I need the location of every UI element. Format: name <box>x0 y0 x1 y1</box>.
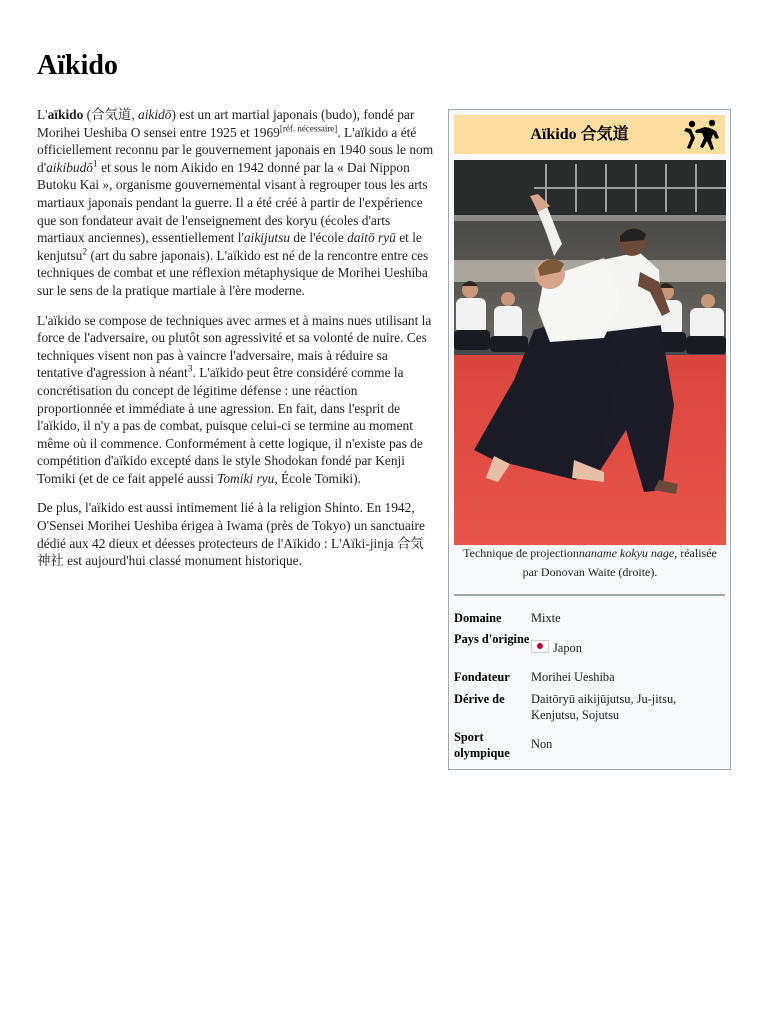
aikido-photo[interactable] <box>454 160 726 545</box>
row-value: Daitōryū aikijūjutsu, Ju-jitsu, Kenjutsu, Sojutsu <box>531 692 677 722</box>
link-kanji[interactable]: 合気道 <box>91 107 132 122</box>
paragraph-intro <box>37 106 434 300</box>
country-link[interactable]: Japon <box>553 641 582 655</box>
text: . L'aïkido peut être considéré comme la concrétisation du concept de légitime défense : une réaction proportionnée et immédiate à une agression. En fait, dans l'esprit de l'aïkido, il n'y a pas de combat, puisque celui-ci se termine au moment même où il commence. Conformément à cette logique, il n'existe pas de compétition d'aïkido excepté dans le style Shodokan fondé par Kenji Tomiki (et de ce fait appelé aussi <box>37 365 423 486</box>
page-title: Aïkido <box>37 50 118 81</box>
text: , <box>131 107 139 122</box>
japan-flag-icon <box>531 640 549 653</box>
footnote-2-link[interactable]: 2 <box>82 247 88 258</box>
row-value: Mixte <box>531 611 561 625</box>
infobox <box>448 109 731 770</box>
row-label: Dérive de <box>454 692 505 706</box>
row-label: Pays d'origine <box>454 632 530 646</box>
text: et le kenjutsu <box>37 230 422 263</box>
romaji-term: aikidō <box>138 107 172 122</box>
caption-technique: naname kokyu nage <box>578 546 675 560</box>
text: et sous le nom Aikido en 1942 donné par la « Dai Nippon Butoku Kai », organisme gouvernemental visant à regrouper tous les arts martiaux japonais pendant la guerre. Il a été créé à partir de l'expérience que son fondateur avait de l'enseignement des koryu (écoles d'arts martiaux anciennes), essentiellement l' <box>37 159 428 246</box>
row-value: Non <box>531 737 553 751</box>
text: est aujourd'hui classé monument historique. <box>63 553 302 569</box>
term-aikido: aïkido <box>47 107 84 122</box>
term-daito-ryu[interactable]: daitō ryū <box>347 230 396 246</box>
text: ) est un art martial japonais (budo), fondé par Morihei Ueshiba O sensei entre 1925 et 1969 <box>37 107 415 140</box>
aikido-pictogram-icon <box>683 118 721 151</box>
infobox-header <box>454 115 725 154</box>
term-aikibudo: aikibudō <box>46 159 93 175</box>
row-label: Domaine <box>454 611 502 625</box>
text: L' <box>37 107 48 122</box>
paragraph-techniques <box>37 312 434 488</box>
photo-caption <box>457 544 723 582</box>
text: . L'aïkido a été officiellement reconnu par le gouvernement japonais en 1940 sous le nom d' <box>37 124 434 175</box>
infobox-title: Aïkido 合気道 <box>530 126 629 143</box>
caption-text: , réalisée par Donovan Waite (droite). <box>522 546 717 579</box>
article-body <box>37 106 434 582</box>
footnote-3-link[interactable]: 3 <box>187 364 193 375</box>
founder-link[interactable]: Morihei Ueshiba <box>531 670 615 684</box>
caption-text: Technique de projection <box>463 546 579 560</box>
row-value <box>531 640 723 657</box>
text: De plus, l'aïkido est aussi intimement lié à la religion Shinto. En 1942, O'Sensei Morihei Ueshiba érigea à Iwama (près de Tokyo) un sanctuaire dédié aux 42 dieux et déesses protecteurs de l'Aïkido : L'Aïki-jinja <box>37 500 425 551</box>
text: , École Tomiki). <box>274 470 361 486</box>
citation-needed-link[interactable]: [réf. nécessaire] <box>279 123 338 134</box>
link-aiki-jinja-kanji[interactable]: 合気神社 <box>37 535 424 569</box>
term-tomiki-ryu: Tomiki ryu <box>217 470 275 486</box>
infobox-divider <box>454 594 725 596</box>
text: (art du sabre japonais). L'aïkido est né de la rencontre entre ces techniques de combat et une réflexion métaphysique de Morihei Ueshiba sur le sens de la pratique martiale à l'ère moderne. <box>37 247 429 298</box>
row-label: Sport olympique <box>454 730 510 760</box>
paragraph-shinto <box>37 499 434 569</box>
term-aikijutsu[interactable]: aikijutsu <box>243 230 291 246</box>
text: L'aïkido se compose de techniques avec armes et à mains nues utilisant la force de l'adversaire, ou plutôt son agressivité et sa volonté de nuire. Ces techniques visent non pas à vaincre l'adversaire, mais à réduire sa tentative d'agression à néant <box>37 312 432 381</box>
footnote-1-link[interactable]: 1 <box>92 159 98 170</box>
text: ( <box>83 107 92 122</box>
row-label: Fondateur <box>454 670 510 684</box>
text: de l'école <box>290 230 348 246</box>
